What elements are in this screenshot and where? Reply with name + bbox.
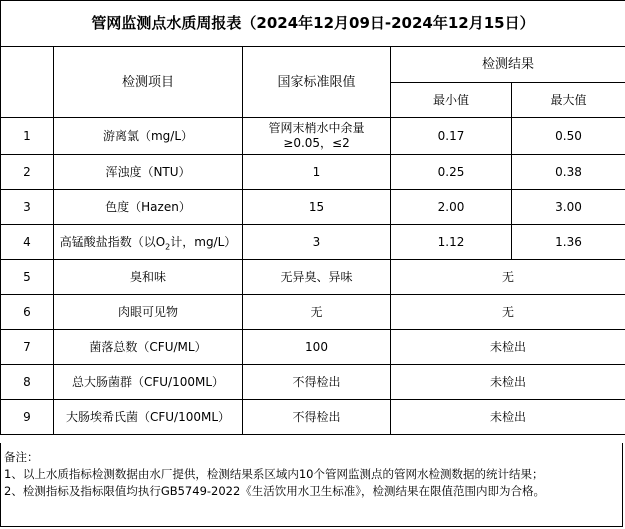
row-result: 未检出 xyxy=(391,330,625,365)
row-no: 4 xyxy=(1,225,54,260)
row-item-suffix: 计，mg/L） xyxy=(170,234,237,249)
notes-line-1: 1、以上水质指标检测数据由水厂提供，检测结果系区域内10个管网监测点的管网水检测数据的统计结果； xyxy=(4,467,544,481)
row-item-prefix: 高锰酸盐指数（以O xyxy=(59,234,166,249)
row-max: 0.38 xyxy=(512,155,625,190)
row-result: 无 xyxy=(391,260,625,295)
row-standard: 3 xyxy=(243,225,391,260)
row-no: 7 xyxy=(1,330,54,365)
notes-line-2: 2、检测指标及指标限值均执行GB5749-2022《生活饮用水卫生标准》，检测结果在限值范围内即为合格。 xyxy=(4,484,546,498)
report-title: 管网监测点水质周报表（2024年12月09日-2024年12月15日） xyxy=(1,1,625,47)
row-max: 0.50 xyxy=(512,118,625,155)
row-standard: 无 xyxy=(243,295,391,330)
row-result: 未检出 xyxy=(391,365,625,400)
row-no: 5 xyxy=(1,260,54,295)
row-item: 浑浊度（NTU） xyxy=(54,155,243,190)
table-row xyxy=(1,155,625,190)
row-item xyxy=(54,225,243,260)
row-min: 0.25 xyxy=(391,155,512,190)
row-standard: 无异臭、异味 xyxy=(243,260,391,295)
row-standard: 管网末梢水中余量≥0.05，≤2 xyxy=(243,118,391,155)
table-row xyxy=(1,225,625,260)
table-row xyxy=(1,190,625,225)
notes-section xyxy=(0,443,623,527)
row-min: 1.12 xyxy=(391,225,512,260)
table-row xyxy=(1,260,625,295)
table-row xyxy=(1,118,625,155)
row-item: 肉眼可见物 xyxy=(54,295,243,330)
row-standard: 100 xyxy=(243,330,391,365)
row-item: 总大肠菌群（CFU/100ML） xyxy=(54,365,243,400)
row-min: 0.17 xyxy=(391,118,512,155)
row-max: 3.00 xyxy=(512,190,625,225)
header-result: 检测结果 xyxy=(391,47,625,83)
row-no: 6 xyxy=(1,295,54,330)
table-row xyxy=(1,365,625,400)
row-max: 1.36 xyxy=(512,225,625,260)
header-no xyxy=(1,47,54,118)
row-standard: 不得检出 xyxy=(243,400,391,435)
row-item: 菌落总数（CFU/ML） xyxy=(54,330,243,365)
row-no: 9 xyxy=(1,400,54,435)
header-item: 检测项目 xyxy=(54,47,243,118)
row-no: 3 xyxy=(1,190,54,225)
row-item: 大肠埃希氏菌（CFU/100ML） xyxy=(54,400,243,435)
row-min: 2.00 xyxy=(391,190,512,225)
row-no: 2 xyxy=(1,155,54,190)
header-standard: 国家标准限值 xyxy=(243,47,391,118)
row-result: 未检出 xyxy=(391,400,625,435)
row-standard: 15 xyxy=(243,190,391,225)
header-min: 最小值 xyxy=(391,83,512,118)
row-item-subscript: 2 xyxy=(165,241,171,251)
row-standard: 1 xyxy=(243,155,391,190)
row-item: 色度（Hazen） xyxy=(54,190,243,225)
notes-heading: 备注： xyxy=(4,450,39,464)
row-no: 1 xyxy=(1,118,54,155)
table-row xyxy=(1,295,625,330)
row-standard: 不得检出 xyxy=(243,365,391,400)
row-item: 臭和味 xyxy=(54,260,243,295)
table-row xyxy=(1,330,625,365)
row-no: 8 xyxy=(1,365,54,400)
row-item: 游离氯（mg/L） xyxy=(54,118,243,155)
table-row xyxy=(1,400,625,435)
header-max: 最大值 xyxy=(512,83,625,118)
row-result: 无 xyxy=(391,295,625,330)
